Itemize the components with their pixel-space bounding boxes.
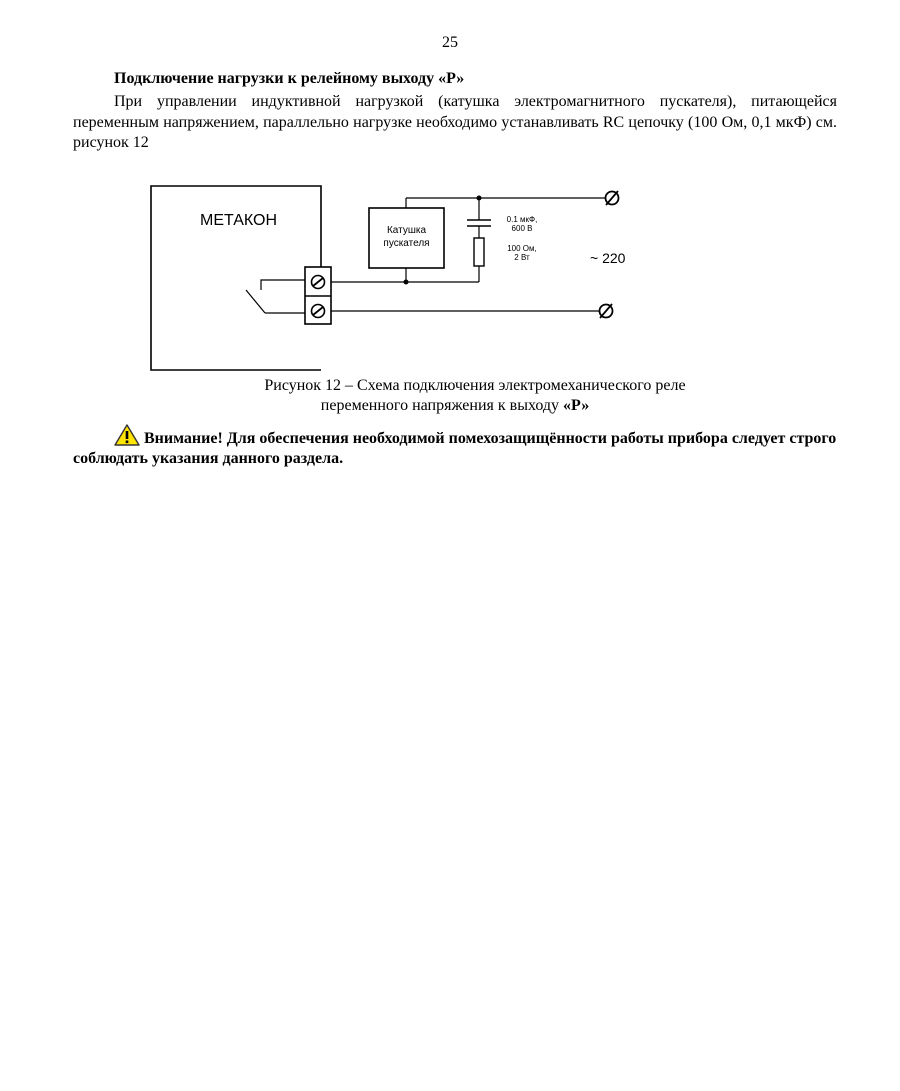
terminal-block xyxy=(305,267,331,324)
section-heading: Подключение нагрузки к релейному выходу «Р» xyxy=(114,70,465,87)
device-label: МЕТАКОН xyxy=(200,212,278,229)
resistor-label-1: 100 Ом, xyxy=(507,244,537,253)
resistor-symbol xyxy=(474,238,484,266)
warning-paragraph xyxy=(73,424,837,469)
caption-output-name: «Р» xyxy=(563,397,590,414)
capacitor-symbol xyxy=(467,220,491,226)
capacitor-label-1: 0.1 мкФ, xyxy=(506,215,538,224)
page-number: 25 xyxy=(442,34,458,51)
resistor-label-2: 2 Вт xyxy=(514,253,530,262)
relay-contact xyxy=(261,280,305,290)
body-paragraph: При управлении индуктивной нагрузкой (катушка электромагнитного пускателя), питающейся переменным напряжением, параллельно нагрузке необходимо устанавливать RC цепочку (100 Ом, 0,1 мкФ) см. рисунок 12 xyxy=(73,93,837,151)
voltage-label: ~ 220 xyxy=(590,250,626,266)
caption-line-2 xyxy=(10,396,900,416)
figure-caption xyxy=(0,376,900,416)
caption-line-1: Рисунок 12 – Схема подключения электромеханического реле xyxy=(264,377,686,394)
warning-text: Внимание! Для обеспечения необходимой помехозащищённости работы прибора следует строго соблюдать указания данного раздела. xyxy=(73,430,837,467)
coil-label-2: пускателя xyxy=(383,238,430,249)
ac-terminal-top xyxy=(606,191,619,205)
warning-triangle-icon xyxy=(114,424,140,446)
capacitor-label-2: 600 В xyxy=(511,224,533,233)
ac-terminal-bottom xyxy=(600,304,613,318)
caption-line-2-text: переменного напряжения к выходу xyxy=(320,397,564,414)
wiring-diagram xyxy=(148,180,638,375)
coil-label-1: Катушка xyxy=(386,225,427,236)
